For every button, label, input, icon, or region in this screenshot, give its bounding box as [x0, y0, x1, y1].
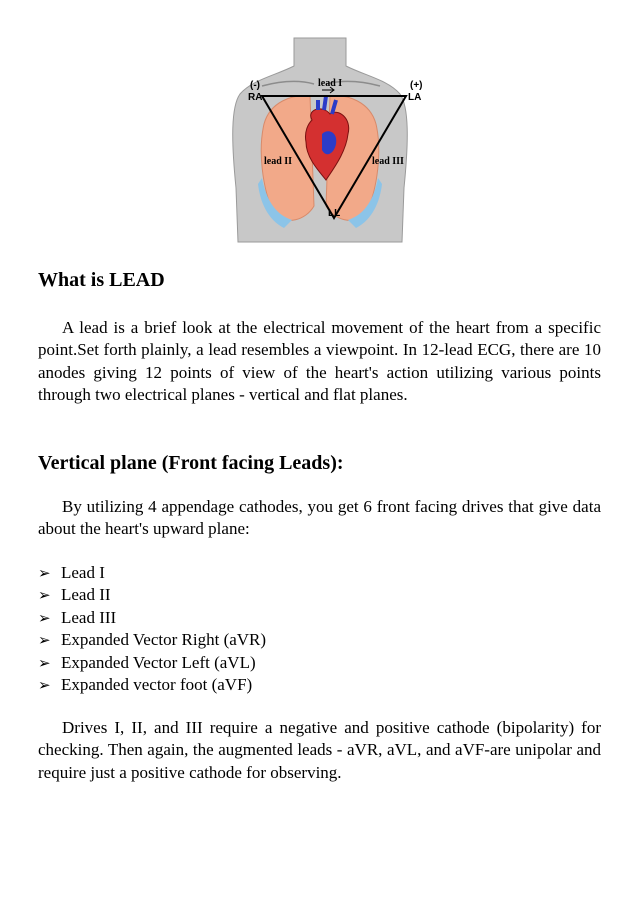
- ra-label: RA: [248, 92, 263, 103]
- list-item-label: Expanded Vector Right (aVR): [61, 630, 267, 650]
- list-item-label: Expanded Vector Left (aVL): [61, 652, 256, 672]
- arrow-bullet-icon: ➢: [38, 608, 51, 627]
- vertical-plane-intro-paragraph: By utilizing 4 appendage cathodes, you get 6 front facing drives that give data about the heart's upward plane:: [38, 497, 601, 539]
- section-heading-vertical-plane: Vertical plane (Front facing Leads):: [38, 452, 344, 474]
- list-item-label: Lead I: [61, 563, 105, 582]
- list-item: [38, 607, 266, 629]
- lead-iii-label: lead III: [372, 156, 404, 167]
- list-item-label: Lead III: [61, 607, 117, 627]
- list-item: [38, 652, 266, 674]
- list-item-label: Expanded vector foot (aVF): [61, 674, 253, 694]
- la-label: LA: [408, 92, 422, 103]
- arrow-bullet-icon: ➢: [38, 631, 51, 650]
- list-item-label: Lead II: [61, 585, 111, 605]
- ll-label: LL: [328, 208, 341, 219]
- bipolar-unipolar-paragraph: Drives I, II, and III require a negative and positive cathode (bipolarity) for checking. Then again, the augmented leads - aVR, aVL, and aVF-are unipolar and require just a positive cathode for observing.: [38, 718, 601, 782]
- lead-i-label: lead I: [318, 78, 343, 89]
- einthoven-triangle-illustration: [222, 38, 423, 242]
- arrow-bullet-icon: ➢: [38, 586, 51, 605]
- lead-ii-label: lead II: [264, 156, 293, 167]
- list-item: [38, 629, 266, 651]
- positive-polarity-label: (+): [410, 80, 423, 91]
- lead-definition-paragraph: A lead is a brief look at the electrical movement of the heart from a specific point.Set forth plainly, a lead resembles a viewpoint. In 12-lead ECG, there are 10 anodes giving 12 points of view of the heart's action utilizing various points through two electrical planes - vertical and flat planes.: [38, 318, 601, 405]
- arrow-bullet-icon: ➢: [38, 564, 51, 582]
- list-item: [38, 562, 266, 584]
- list-item: [38, 584, 266, 606]
- section-heading-what-is-lead: What is LEAD: [38, 269, 165, 291]
- front-facing-leads-list: [38, 562, 266, 696]
- negative-polarity-label: (-): [250, 80, 260, 91]
- arrow-bullet-icon: ➢: [38, 653, 51, 672]
- arrow-bullet-icon: ➢: [38, 675, 51, 694]
- list-item: [38, 674, 266, 696]
